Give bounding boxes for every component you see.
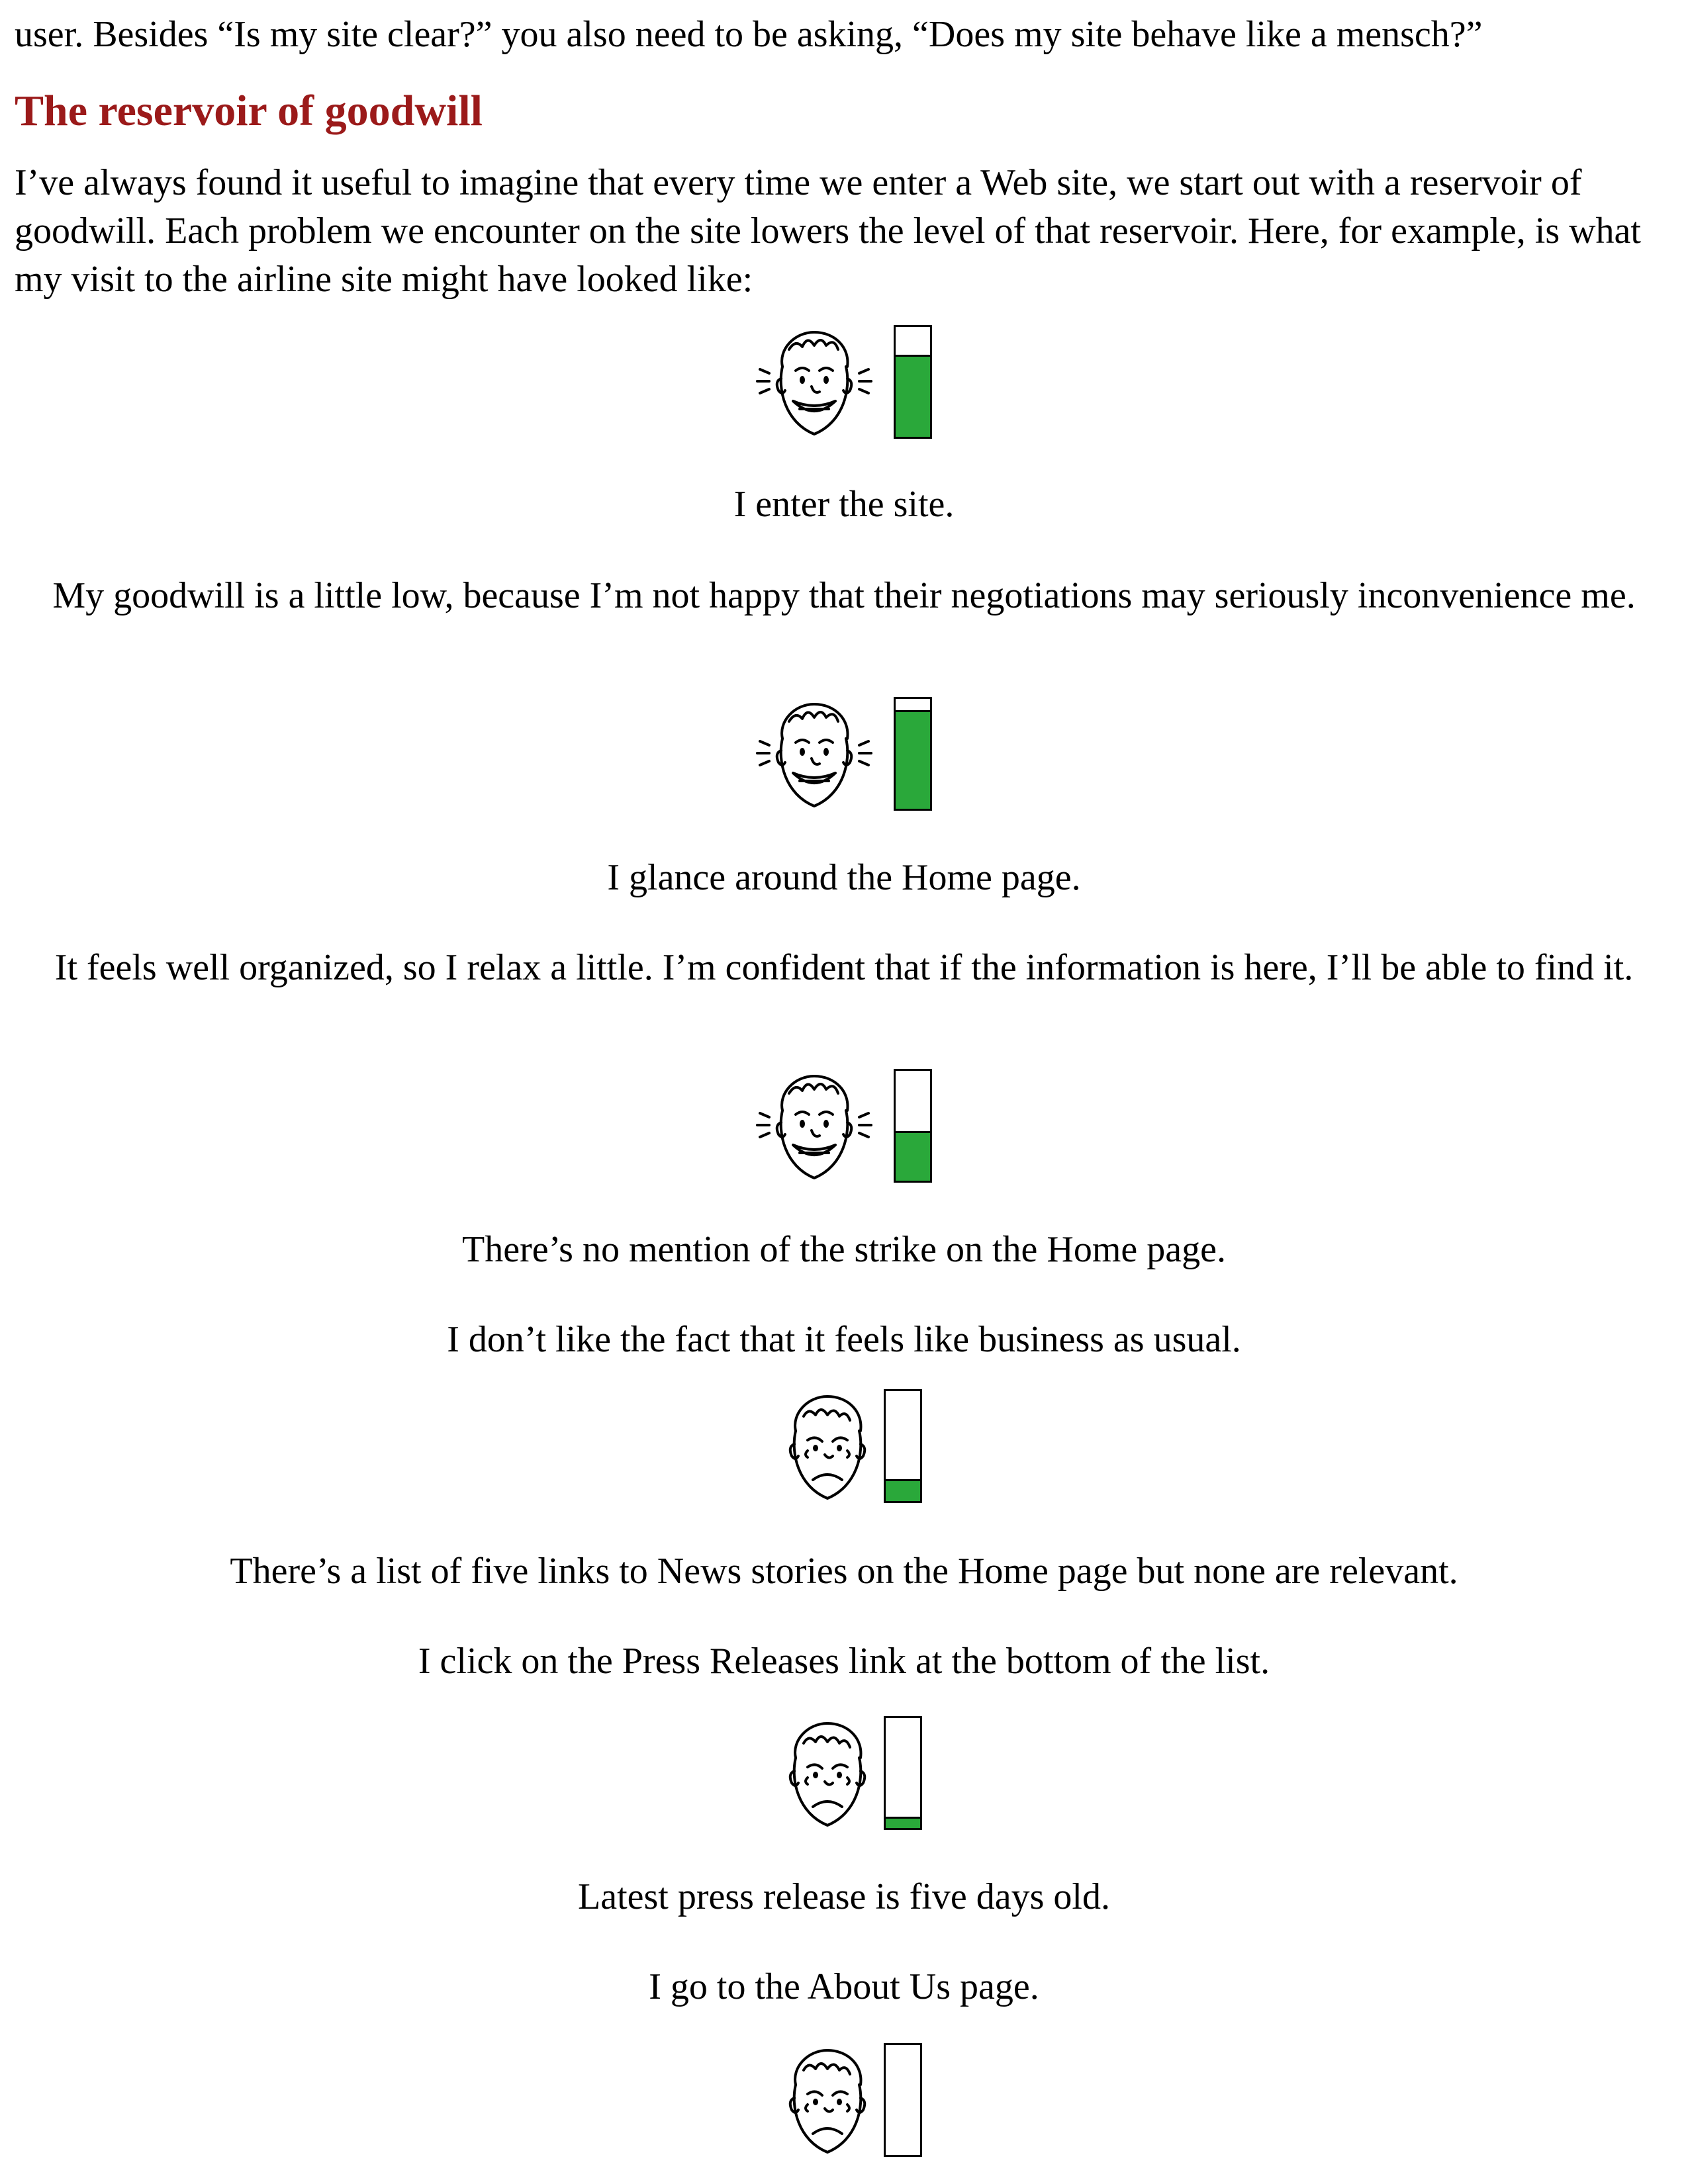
step-2-reaction: It feels well organized, so I relax a little. I’m confident that if the information is here, I’ll be able to find it. xyxy=(54,947,1634,988)
reservoir-level xyxy=(886,1479,920,1501)
step-1-action: I enter the site. xyxy=(733,484,955,525)
goodwill-illustration-3 xyxy=(748,1067,940,1186)
sad-face-icon xyxy=(761,1387,894,1506)
reservoir-level xyxy=(896,710,930,809)
step-5-reaction: I go to the About Us page. xyxy=(649,1966,1039,2007)
section-heading: The reservoir of goodwill xyxy=(15,87,483,135)
goodwill-reservoir xyxy=(884,1716,922,1830)
goodwill-illustration-6 xyxy=(761,2041,933,2160)
reservoir-level xyxy=(886,1817,920,1828)
sad-face-icon xyxy=(761,1714,894,1833)
step-4-action: There’s a list of five links to News stories on the Home page but none are relevant. xyxy=(230,1551,1458,1592)
step-2-action: I glance around the Home page. xyxy=(607,857,1081,898)
goodwill-illustration-4 xyxy=(761,1387,933,1506)
goodwill-illustration-5 xyxy=(761,1714,933,1833)
step-5-action: Latest press release is five days old. xyxy=(578,1876,1110,1917)
goodwill-reservoir xyxy=(884,2043,922,2157)
goodwill-illustration-2 xyxy=(748,695,940,814)
happy-face-icon xyxy=(748,323,880,442)
goodwill-reservoir xyxy=(884,1389,922,1503)
step-1-reaction: My goodwill is a little low, because I’m not happy that their negotiations may seriously inconvenience me. xyxy=(52,575,1636,616)
happy-face-icon xyxy=(748,695,880,814)
goodwill-reservoir xyxy=(894,325,932,439)
reservoir-level xyxy=(896,1131,930,1181)
happy-face-icon xyxy=(748,1067,880,1186)
goodwill-reservoir xyxy=(894,1069,932,1183)
intro-paragraph: I’ve always found it useful to imagine that every time we enter a Web site, we start out with a reservoir of goodwill. Each problem we encounter on the site lowers the level of that reservoir. Here, for example, is what my visit to the airline site might have looked like: xyxy=(15,162,1641,300)
sad-face-icon xyxy=(761,2041,894,2160)
step-3-action: There’s no mention of the strike on the Home page. xyxy=(462,1229,1226,1270)
reservoir-level xyxy=(896,355,930,437)
step-4-reaction: I click on the Press Releases link at the bottom of the list. xyxy=(418,1641,1270,1682)
goodwill-reservoir xyxy=(894,697,932,811)
goodwill-illustration-1 xyxy=(748,323,940,442)
step-3-reaction: I don’t like the fact that it feels like business as usual. xyxy=(447,1319,1241,1360)
intro-line: user. Besides “Is my site clear?” you also need to be asking, “Does my site behave like a mensch?” xyxy=(15,14,1483,55)
